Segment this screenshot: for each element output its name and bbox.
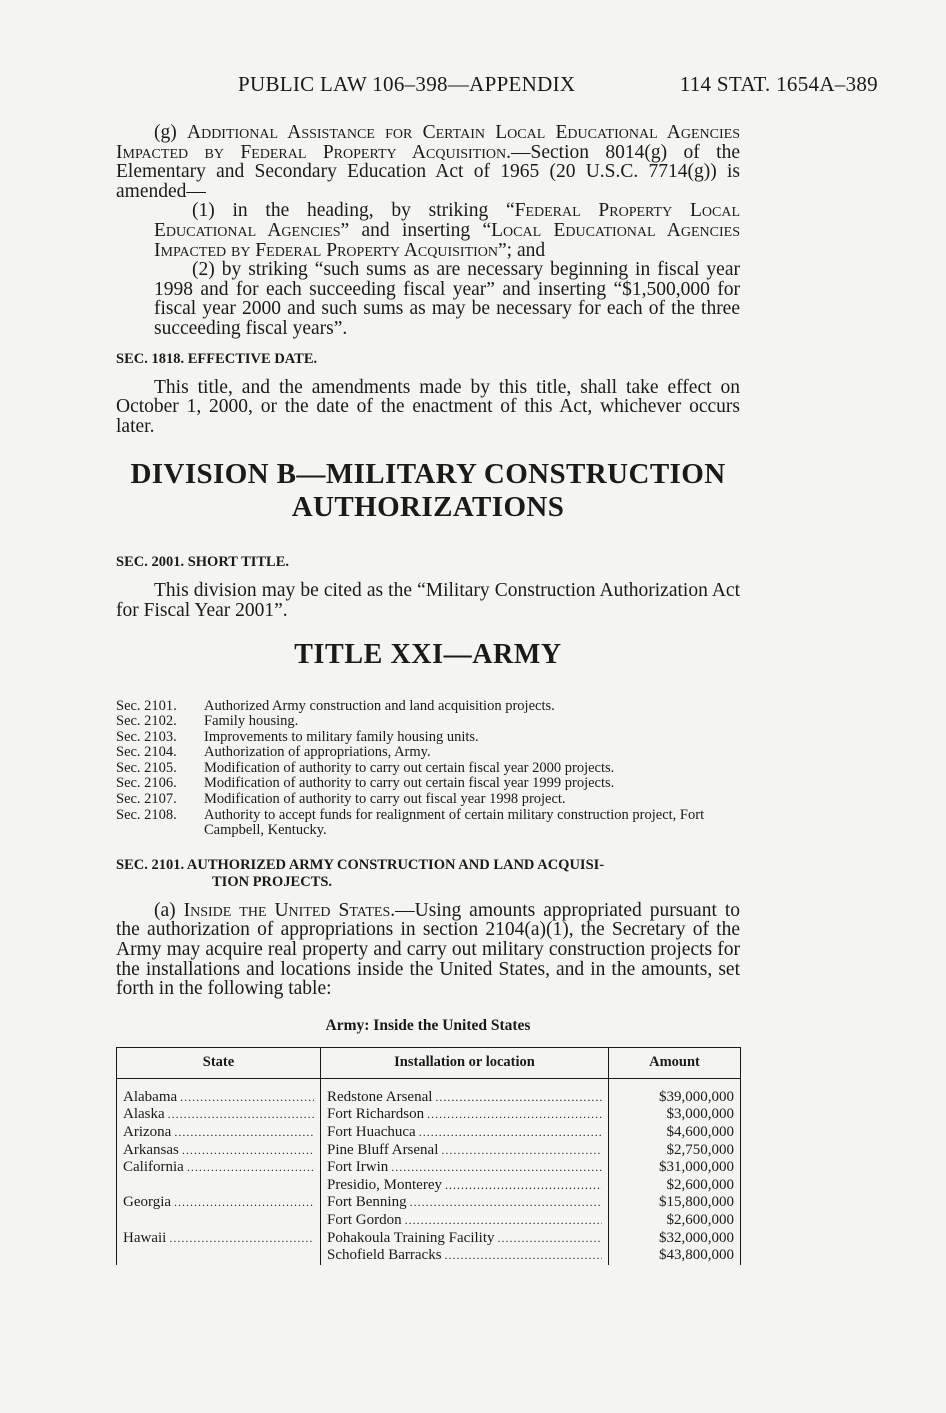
sec-2101-a-caption: Inside the United States. — [183, 899, 396, 921]
table-row — [117, 1124, 741, 1142]
para1-text-b: ” and inserting “ — [340, 219, 492, 241]
table-row — [117, 1177, 741, 1195]
location-cell: Pohakoula Training Facility — [327, 1229, 495, 1246]
amount-cell: $15,800,000 — [609, 1194, 741, 1212]
amount-cell: $31,000,000 — [609, 1159, 741, 1177]
para1-text-c: ”; and — [498, 239, 546, 261]
subsection-g-label: (g) — [154, 122, 177, 143]
location-cell: Fort Irwin — [327, 1159, 389, 1176]
state-cell: Georgia — [123, 1194, 172, 1211]
sec-2101-heading — [116, 857, 740, 891]
location-cell: Pine Bluff Arsenal — [327, 1141, 439, 1158]
sec-2101-heading-line-2: TION PROJECTS. — [212, 873, 333, 890]
amount-cell: $43,800,000 — [609, 1247, 741, 1265]
location-cell: Fort Huachuca — [327, 1124, 416, 1140]
toc-entry — [116, 730, 740, 746]
header-state: State — [117, 1047, 321, 1078]
state-cell: Hawaii — [123, 1229, 167, 1246]
para1-new-heading: Local Educational Agencies Impacted by Federal Property Acquisition — [154, 219, 740, 261]
table-row — [117, 1078, 741, 1106]
army-projects-table — [116, 1047, 741, 1265]
amount-cell: $32,000,000 — [609, 1230, 741, 1248]
table-row — [117, 1247, 741, 1265]
subsection-g-para-2: (2) by striking “such sums as are necessary beginning in fiscal year 1998 and for each succeeding fiscal year” and inserting “$1,500,000 for fiscal year 2000 and such sums as may be necessary for each of the three succeeding fiscal years”. — [154, 259, 740, 339]
toc-entry — [116, 699, 740, 715]
amount-cell: $3,000,000 — [609, 1106, 741, 1124]
amount-cell: $2,600,000 — [609, 1212, 741, 1230]
subsection-g-para-1 — [116, 201, 740, 260]
toc-number: Sec. 2104. — [116, 744, 177, 761]
toc-text: Modification of authority to carry out certain fiscal year 2000 projects. — [204, 759, 615, 776]
location-cell: Fort Benning — [327, 1194, 407, 1211]
para1-text-a: (1) in the heading, by striking “ — [192, 200, 515, 222]
location-cell: Fort Gordon — [327, 1211, 402, 1228]
toc-number: Sec. 2102. — [116, 713, 177, 730]
state-cell: Alaska — [123, 1106, 165, 1123]
toc-number: Sec. 2108. — [116, 806, 177, 823]
toc-number: Sec. 2106. — [116, 775, 177, 792]
header-location: Installation or location — [321, 1047, 609, 1078]
toc-number: Sec. 2101. — [116, 697, 177, 714]
sec-1818-heading: SEC. 1818. EFFECTIVE DATE. — [116, 350, 318, 367]
toc-number: Sec. 2107. — [116, 791, 177, 808]
title-xxi-heading: TITLE XXI—ARMY — [294, 638, 562, 670]
toc-entry — [116, 714, 740, 730]
subsection-g-intro — [116, 123, 740, 201]
location-cell: Fort Richardson — [327, 1106, 425, 1123]
table-header-row — [117, 1047, 741, 1078]
amount-cell: $2,600,000 — [609, 1177, 741, 1195]
state-cell: California — [123, 1159, 184, 1176]
para1-old-heading: Federal Property Local Educational Agencies — [154, 200, 740, 241]
toc-text: Improvements to military family housing units. — [204, 728, 479, 745]
running-head-left: PUBLIC LAW 106–398—APPENDIX — [238, 72, 576, 96]
sec-2101-a-label: (a) — [154, 899, 176, 921]
amount-cell: $4,600,000 — [609, 1124, 741, 1142]
toc-text: Family housing. — [204, 713, 299, 730]
toc-text: Modification of authority to carry out fiscal year 1998 project. — [204, 791, 566, 808]
toc-entry — [116, 776, 740, 792]
sec-2101-a-text: —Using amounts appropriated pursuant to the authorization of appropriations in section 2104(a)(1), the Secretary of the Army may acquire real property and carry out military construction projects for the installations and locations inside the United States, and in the amounts, set forth in the following table: — [116, 899, 740, 1000]
table-row — [117, 1212, 741, 1230]
location-cell: Schofield Barracks — [327, 1247, 442, 1264]
location-cell: Presidio, Monterey — [327, 1176, 442, 1193]
table-row — [117, 1106, 741, 1124]
toc-entry — [116, 761, 740, 777]
toc-text: Modification of authority to carry out certain fiscal year 1999 projects. — [204, 775, 615, 792]
state-cell: Alabama — [123, 1088, 178, 1105]
division-b-heading — [116, 458, 740, 524]
table-row — [117, 1159, 741, 1177]
toc-number: Sec. 2105. — [116, 759, 177, 776]
sec-2101-heading-line-1: SEC. 2101. AUTHORIZED ARMY CONSTRUCTION AND LAND ACQUISI- — [116, 856, 605, 873]
state-cell: Arkansas — [123, 1141, 179, 1158]
sec-2001-text: This division may be cited as the “Military Construction Authorization Act for Fiscal Year 2001”. — [116, 580, 740, 621]
toc-entry — [116, 745, 740, 761]
toc-text: Authority to accept funds for realignment of certain military construction project, Fort Campbell, Kentucky. — [204, 806, 705, 839]
running-head-right: 114 STAT. 1654A–389 — [679, 72, 878, 96]
toc-entry — [116, 792, 740, 808]
table-of-contents — [116, 699, 740, 839]
subsection-g-caption: Additional Assistance for Certain Local Educational Agencies Impacted by Federal Property Acquisition. — [116, 122, 740, 163]
location-cell: Redstone Arsenal — [327, 1088, 433, 1105]
division-b-line-2: AUTHORIZATIONS — [291, 491, 565, 524]
toc-text: Authorization of appropriations, Army. — [204, 744, 431, 761]
division-b-line-1: DIVISION B—MILITARY CONSTRUCTION — [130, 458, 726, 491]
toc-entry — [116, 808, 740, 839]
page-body — [116, 66, 740, 1265]
amount-cell: $2,750,000 — [609, 1142, 741, 1160]
header-amount: Amount — [609, 1047, 741, 1078]
subsection-g-text: —Section 8014(g) of the Elementary and Secondary Education Act of 1965 (20 U.S.C. 7714(g)) is amended— — [116, 141, 740, 202]
table-row — [117, 1230, 741, 1248]
sec-1818-text: This title, and the amendments made by this title, shall take effect on October 1, 2000, or the date of the enactment of this Act, whichever occurs later. — [116, 376, 740, 437]
amount-cell: $39,000,000 — [609, 1078, 741, 1106]
toc-text: Authorized Army construction and land acquisition projects. — [204, 697, 555, 714]
table-row — [117, 1194, 741, 1212]
toc-number: Sec. 2103. — [116, 728, 177, 745]
sec-2001-heading: SEC. 2001. SHORT TITLE. — [116, 554, 290, 571]
table-row — [117, 1142, 741, 1160]
sec-2101-subsection-a — [116, 901, 740, 999]
state-cell: Arizona — [123, 1124, 172, 1140]
table-caption: Army: Inside the United States — [325, 1016, 531, 1034]
subsection-g — [116, 123, 740, 339]
